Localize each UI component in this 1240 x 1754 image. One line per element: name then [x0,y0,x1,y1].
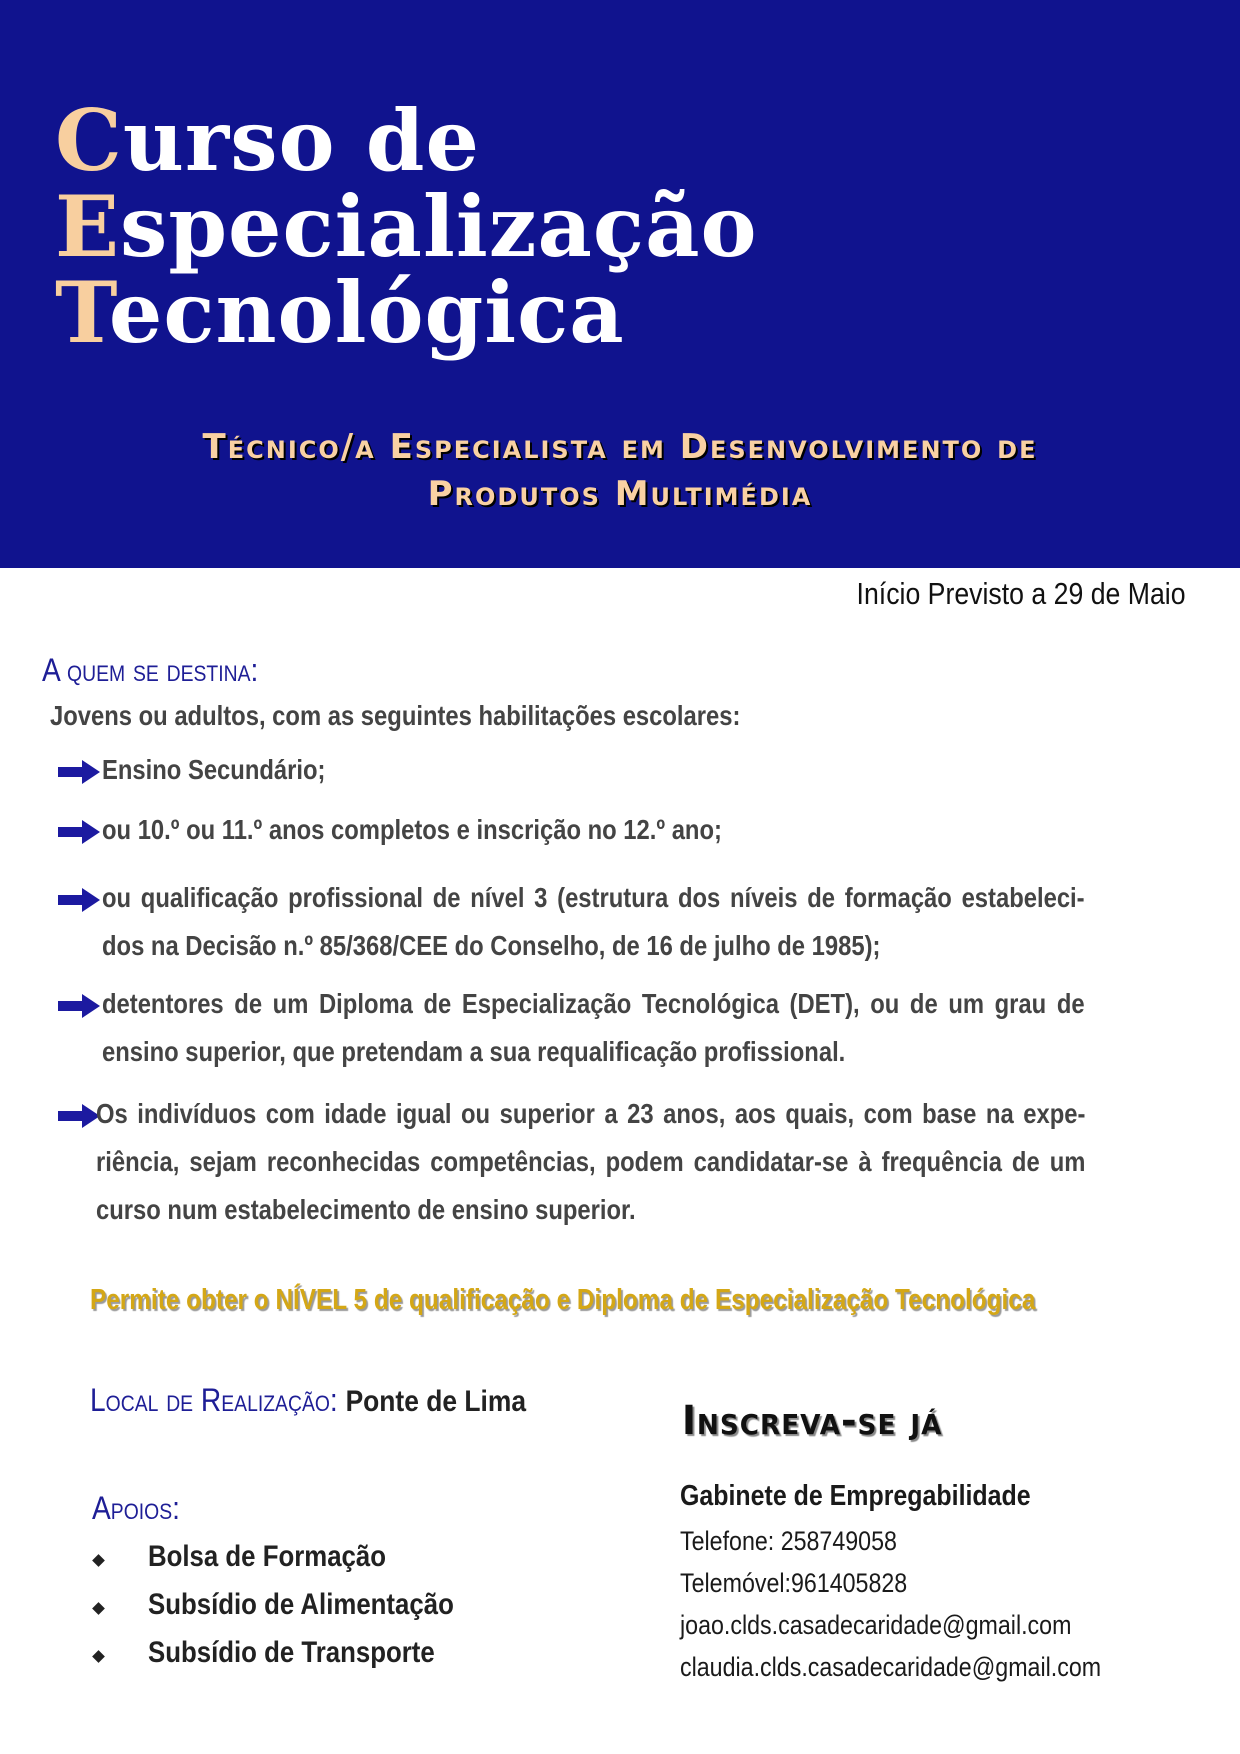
title-line-rest: specialização [120,177,758,276]
audience-intro: Jovens ou adultos, com as seguintes habilitações escolares: [50,700,741,731]
subtitle-line-1: Técnico/a Especialista em Desenvolvimento de [202,427,1038,467]
title-initial: C [55,91,123,190]
right-arrow-icon [58,820,100,844]
support-title: Apoios: [92,1490,180,1526]
diamond-bullet-icon [92,1602,105,1615]
support-item-label: Subsídio de Alimentação [148,1588,454,1621]
location-value: Ponte de Lima [345,1385,527,1418]
contact-organization: Gabinete de Empregabilidade [680,1480,1031,1512]
title-line [55,177,758,276]
list-item-text: Os indivíduos com idade igual ou superior a 23 anos, aos quais, com base na expe-riência, sejam reconhecidas competências, podem candidatar-se à frequência de um curso num estabelecimento de ensino superior. [96,1098,1086,1225]
title-initial: E [55,177,121,276]
location-row [90,1382,526,1419]
title-line-rest: ecnológica [108,263,625,362]
title-line [55,263,758,362]
contact-phone: Telefone: 258749058 [680,1526,897,1556]
header-band [0,0,1240,568]
start-date: Início Previsto a 29 de Maio [857,576,1186,611]
title-line [55,91,758,190]
right-arrow-icon [58,760,100,784]
support-item-label: Subsídio de Transporte [148,1636,435,1669]
title-line-rest: urso de [122,91,480,190]
support-item-label: Bolsa de Formação [148,1540,387,1573]
contact-email[interactable]: claudia.clds.casadecaridade@gmail.com [680,1652,1102,1682]
diamond-bullet-icon [92,1650,105,1663]
contact-email[interactable]: joao.clds.casadecaridade@gmail.com [680,1610,1072,1640]
list-item-text: Ensino Secundário; [102,754,326,785]
right-arrow-icon [58,994,100,1018]
contact-mobile: Telemóvel:961405828 [680,1568,908,1598]
title-initial: T [55,263,109,362]
subtitle-line-2: Produtos Multimédia [427,474,813,514]
right-arrow-icon [58,1104,100,1128]
signup-cta: Inscreva-se já [682,1398,943,1444]
list-item-text: ou 10.º ou 11.º anos completos e inscrição no 12.º ano; [102,814,722,845]
qualification-highlight: Permite obter o NÍVEL 5 de qualificação e Diploma de Especialização Tecnológica [90,1284,1036,1316]
diamond-bullet-icon [92,1554,105,1567]
course-title [55,91,758,362]
location-label: Local de Realização: [90,1382,338,1418]
course-subtitle [0,424,1240,518]
audience-title: A quem se destina: [42,652,259,688]
list-item-text: detentores de um Diploma de Especialização Tecnológica (DET), ou de um grau de ensino superior, que pretendam a sua requalificação profissional. [102,988,1085,1067]
list-item-text: ou qualificação profissional de nível 3 (estrutura dos níveis de formação estabeleci-dos na Decisão n.º 85/368/CEE do Conselho, de 16 de julho de 1985); [102,882,1085,961]
right-arrow-icon [58,888,100,912]
